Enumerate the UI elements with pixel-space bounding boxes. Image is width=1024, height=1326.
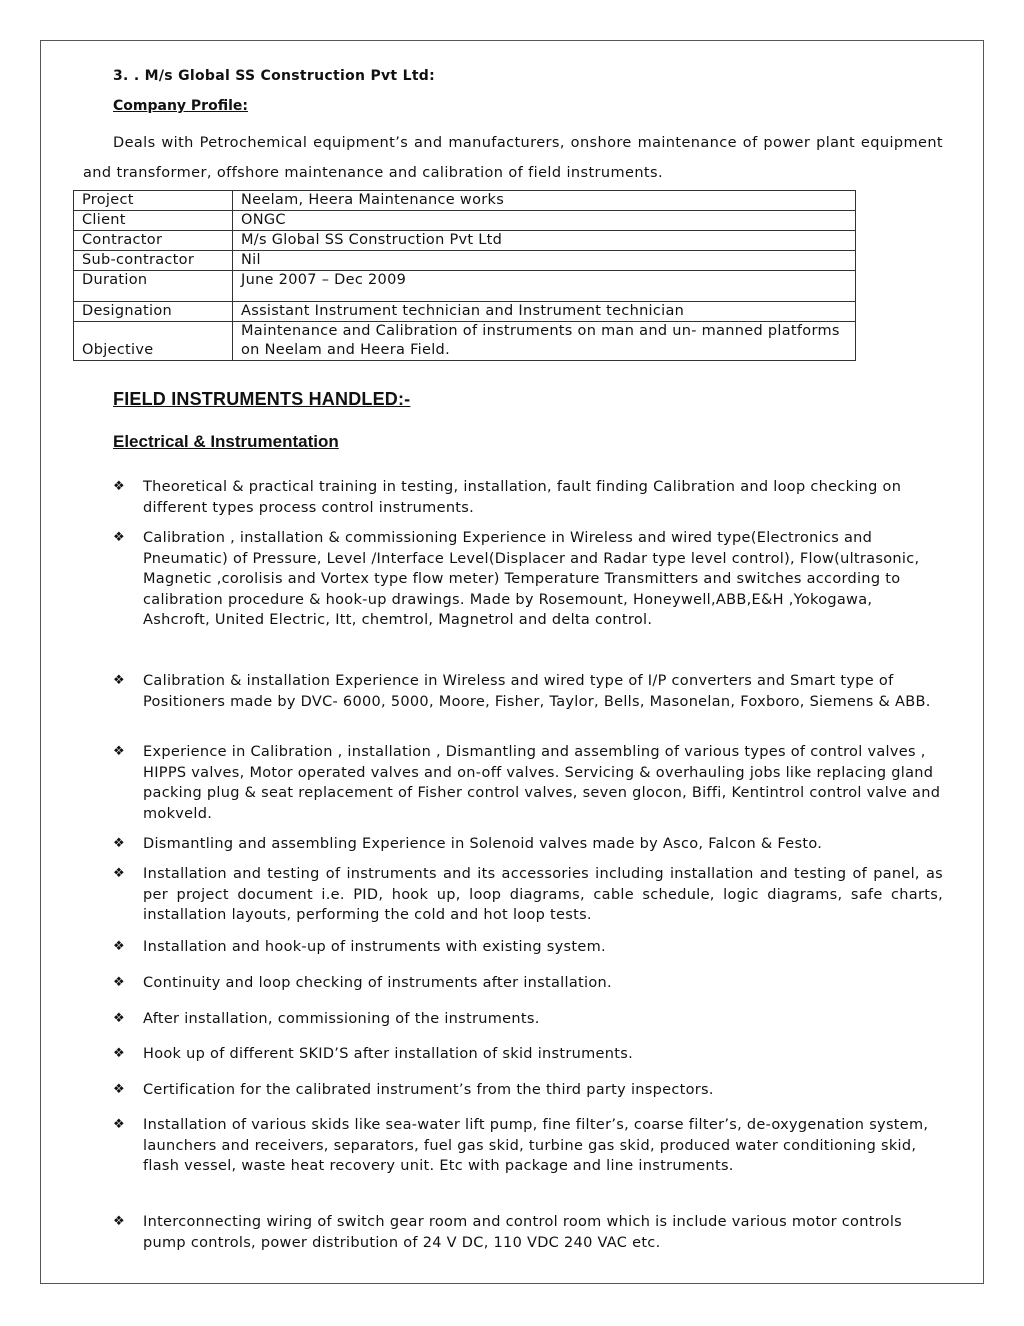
diamond-bullet-icon: ❖: [113, 744, 125, 759]
project-table: [73, 190, 856, 361]
company-profile-heading: Company Profile:: [113, 98, 248, 114]
row-key: Project: [74, 191, 233, 211]
diamond-bullet-icon: ❖: [113, 975, 125, 990]
company-profile-text: Deals with Petrochemical equipment’s and manufacturers, onshore maintenance of power plant equipment and transformer, offshore maintenance and calibration of field instruments.: [83, 135, 943, 181]
row-key: Contractor: [74, 231, 233, 251]
list-item: ❖ Calibration , installation & commissioning Experience in Wireless and wired type(Electronics and Pneumatic) of Pressure, Level /Interface Level(Displacer and Radar type level control), Flow(ultrasonic, Magnetic ,corolisis and Vortex type flow meter) Temperature Transmitters and switches according to calibration procedure & hook-up drawings. Made by Rosemount, Honeywell,ABB,E&H ,Yokogawa, Ashcroft, United Electric, Itt, chemtrol, Magnetrol and delta control.: [113, 530, 920, 628]
list-item: ❖ Installation and testing of instruments and its accessories including installation and testing of panel, as per project document i.e. PID, hook up, loop diagrams, cable schedule, logic diagrams, safe charts, installation layouts, performing the cold and hot loop tests.: [113, 866, 943, 923]
row-value: Maintenance and Calibration of instruments on man and un- manned platforms on Neelam and Heera Field.: [233, 322, 856, 361]
diamond-bullet-icon: ❖: [113, 836, 125, 851]
list-item: ❖ Installation of various skids like sea-water lift pump, fine filter’s, coarse filter’s, de-oxygenation system, launchers and receivers, separators, fuel gas skid, turbine gas skid, produced water conditioning skid, flash vessel, waste heat recovery unit. Etc with package and line instruments.: [113, 1117, 929, 1174]
table-row: [74, 302, 856, 322]
field-instruments-heading: FIELD INSTRUMENTS HANDLED:-: [113, 389, 411, 409]
table-row: [74, 271, 856, 302]
table-row: [74, 211, 856, 231]
row-key: Designation: [74, 302, 233, 322]
list-item: ❖ Installation and hook-up of instruments with existing system.: [113, 937, 943, 958]
diamond-bullet-icon: ❖: [113, 1117, 125, 1132]
list-item: ❖ Calibration & installation Experience in Wireless and wired type of I/P converters and Smart type of Positioners made by DVC- 6000, 5000, Moore, Fisher, Taylor, Bells, Masonelan, Foxboro, Siemens & ABB.: [113, 673, 931, 710]
row-key: Objective: [74, 322, 233, 361]
diamond-bullet-icon: ❖: [113, 530, 125, 545]
row-value: ONGC: [233, 211, 856, 231]
row-value: Assistant Instrument technician and Instrument technician: [233, 302, 856, 322]
list-item: ❖ Certification for the calibrated instrument’s from the third party inspectors.: [113, 1080, 943, 1101]
diamond-bullet-icon: ❖: [113, 1214, 125, 1229]
list-item: ❖ Interconnecting wiring of switch gear room and control room which is include various motor controls pump controls, power distribution of 24 V DC, 110 VDC 240 VAC etc.: [113, 1214, 902, 1251]
section-title: 3. . M/s Global SS Construction Pvt Ltd:: [113, 68, 436, 84]
list-item: ❖ Experience in Calibration , installation , Dismantling and assembling of various types of control valves , HIPPS valves, Motor operated valves and on-off valves. Servicing & overhauling jobs like replacing gland packing plug & seat replacement of Fisher control valves, seven glocon, Biffi, Kentintrol control valve and mokveld.: [113, 744, 941, 822]
row-value: June 2007 – Dec 2009: [233, 271, 856, 302]
table-row: [74, 322, 856, 361]
table-row: [74, 231, 856, 251]
row-value: M/s Global SS Construction Pvt Ltd: [233, 231, 856, 251]
electrical-instrumentation-subheading: Electrical & Instrumentation: [113, 432, 339, 451]
list-item: ❖ Dismantling and assembling Experience in Solenoid valves made by Asco, Falcon & Festo.: [113, 834, 943, 855]
list-item: ❖ After installation, commissioning of the instruments.: [113, 1009, 943, 1030]
table-row: [74, 191, 856, 211]
row-value: Neelam, Heera Maintenance works: [233, 191, 856, 211]
list-item: ❖ Hook up of different SKID’S after installation of skid instruments.: [113, 1044, 943, 1065]
list-item: ❖ Theoretical & practical training in testing, installation, fault finding Calibration and loop checking on different types process control instruments.: [113, 479, 902, 516]
diamond-bullet-icon: ❖: [113, 939, 125, 954]
diamond-bullet-icon: ❖: [113, 1082, 125, 1097]
diamond-bullet-icon: ❖: [113, 866, 125, 881]
row-key: Sub-contractor: [74, 251, 233, 271]
row-value: Nil: [233, 251, 856, 271]
list-item: ❖ Continuity and loop checking of instruments after installation.: [113, 973, 943, 994]
diamond-bullet-icon: ❖: [113, 1046, 125, 1061]
row-key: Client: [74, 211, 233, 231]
table-row: [74, 251, 856, 271]
diamond-bullet-icon: ❖: [113, 673, 125, 688]
row-key: Duration: [74, 271, 233, 302]
diamond-bullet-icon: ❖: [113, 479, 125, 494]
diamond-bullet-icon: ❖: [113, 1011, 125, 1026]
